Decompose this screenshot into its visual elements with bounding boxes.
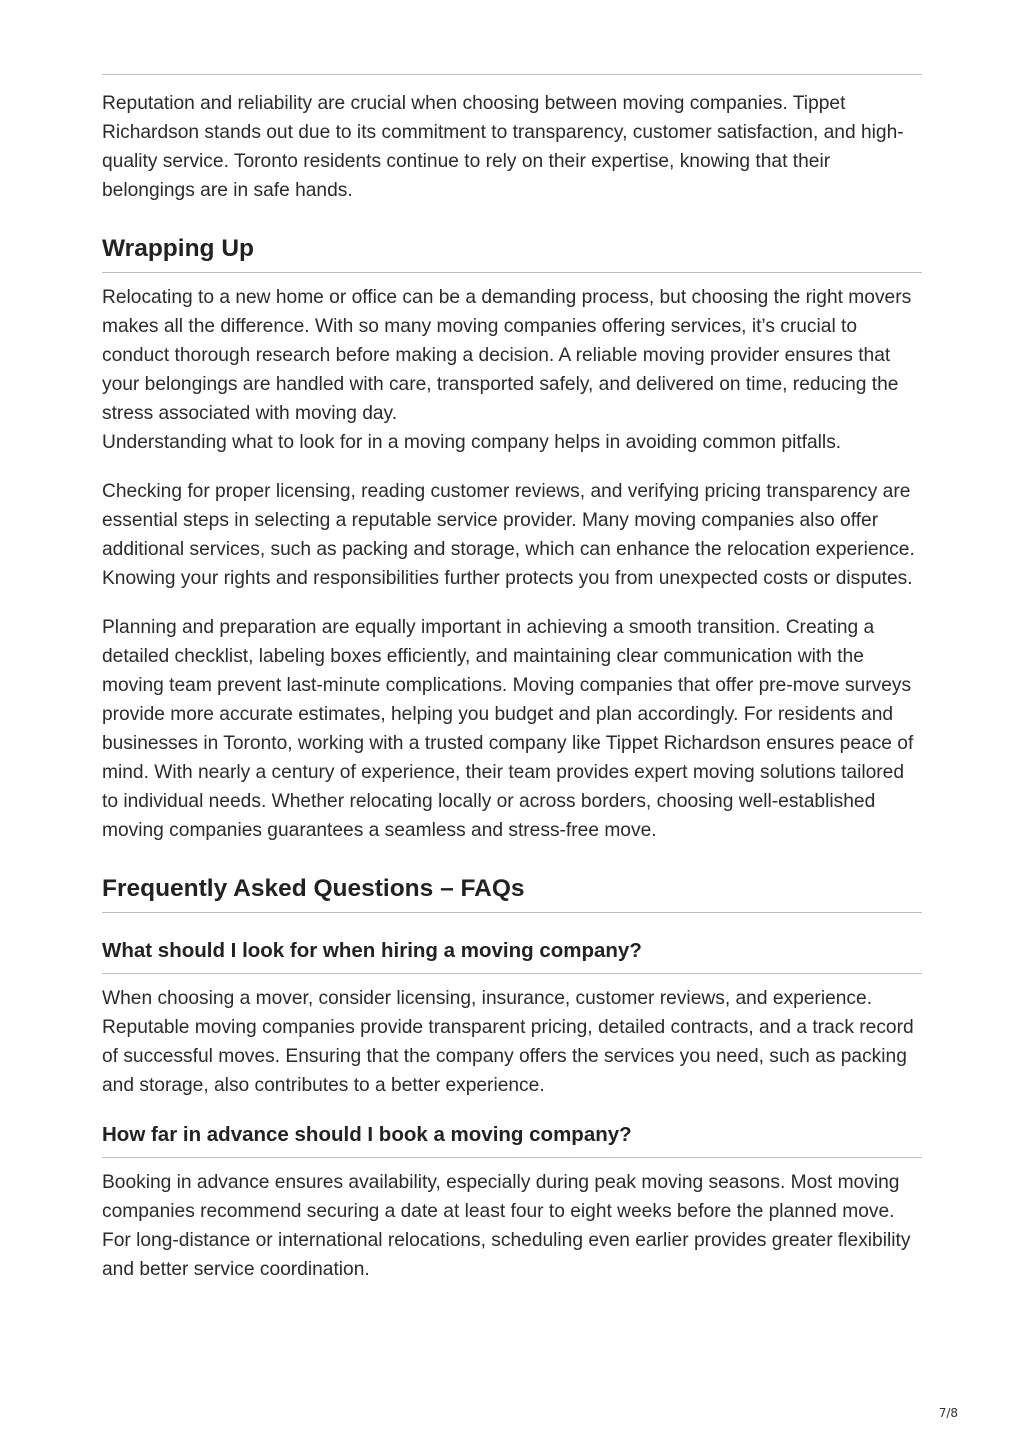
faq-question-divider [102, 1157, 922, 1158]
faq-question: How far in advance should I book a moving company? [102, 1123, 632, 1146]
wrapping-up-heading: Wrapping Up [102, 235, 254, 262]
faq-question-divider [102, 973, 922, 974]
faq-question: What should I look for when hiring a moving company? [102, 939, 642, 962]
wrapping-up-paragraph: Relocating to a new home or office can be a demanding process, but choosing the right movers makes all the difference. With so many moving companies offering services, it’s crucial to conduct thorough research before making a decision. A reliable moving provider ensures that your belongings are handled with care, transported safely, and delivered on time, reducing the stress associated with moving day. [102, 287, 912, 424]
page-number: 7/8 [938, 1406, 958, 1420]
faq-answer: Booking in advance ensures availability, especially during peak moving seasons. Most moving companies recommend securing a date at least four to eight weeks before the planned move. For long-distance or international relocations, scheduling even earlier provides greater flexibility and better service coordination. [102, 1172, 911, 1280]
wrapping-up-paragraph: Checking for proper licensing, reading customer reviews, and verifying pricing transparency are essential steps in selecting a reputable service provider. Many moving companies also offer additional services, such as packing and storage, which can enhance the relocation experience. Knowing your rights and responsibilities further protects you from unexpected costs or disputes. [102, 481, 915, 589]
intro-paragraph: Reputation and reliability are crucial when choosing between moving companies. Tippet Richardson stands out due to its commitment to transparency, customer satisfaction, and high-quality service. Toronto residents continue to rely on their expertise, knowing that their belongings are in safe hands. [102, 93, 904, 201]
wrapping-up-paragraph: Planning and preparation are equally important in achieving a smooth transition. Creating a detailed checklist, labeling boxes efficiently, and maintaining clear communication with the moving team prevent last-minute complications. Moving companies that offer pre-move surveys provide more accurate estimates, helping you budget and plan accordingly. For residents and businesses in Toronto, working with a trusted company like Tippet Richardson ensures peace of mind. With nearly a century of experience, their team provides expert moving solutions tailored to individual needs. Whether relocating locally or across borders, choosing well-established moving companies guarantees a seamless and stress-free move. [102, 617, 914, 841]
document-page [102, 74, 922, 1284]
top-divider [102, 74, 922, 75]
faqs-heading: Frequently Asked Questions – FAQs [102, 875, 525, 902]
faqs-divider [102, 912, 922, 913]
wrapping-up-divider [102, 272, 922, 273]
wrapping-up-paragraph: Understanding what to look for in a moving company helps in avoiding common pitfalls. [102, 432, 842, 453]
faq-answer: When choosing a mover, consider licensing, insurance, customer reviews, and experience. Reputable moving companies provide transparent pricing, detailed contracts, and a track record of successful moves. Ensuring that the company offers the services you need, such as packing and storage, also contributes to a better experience. [102, 988, 914, 1096]
